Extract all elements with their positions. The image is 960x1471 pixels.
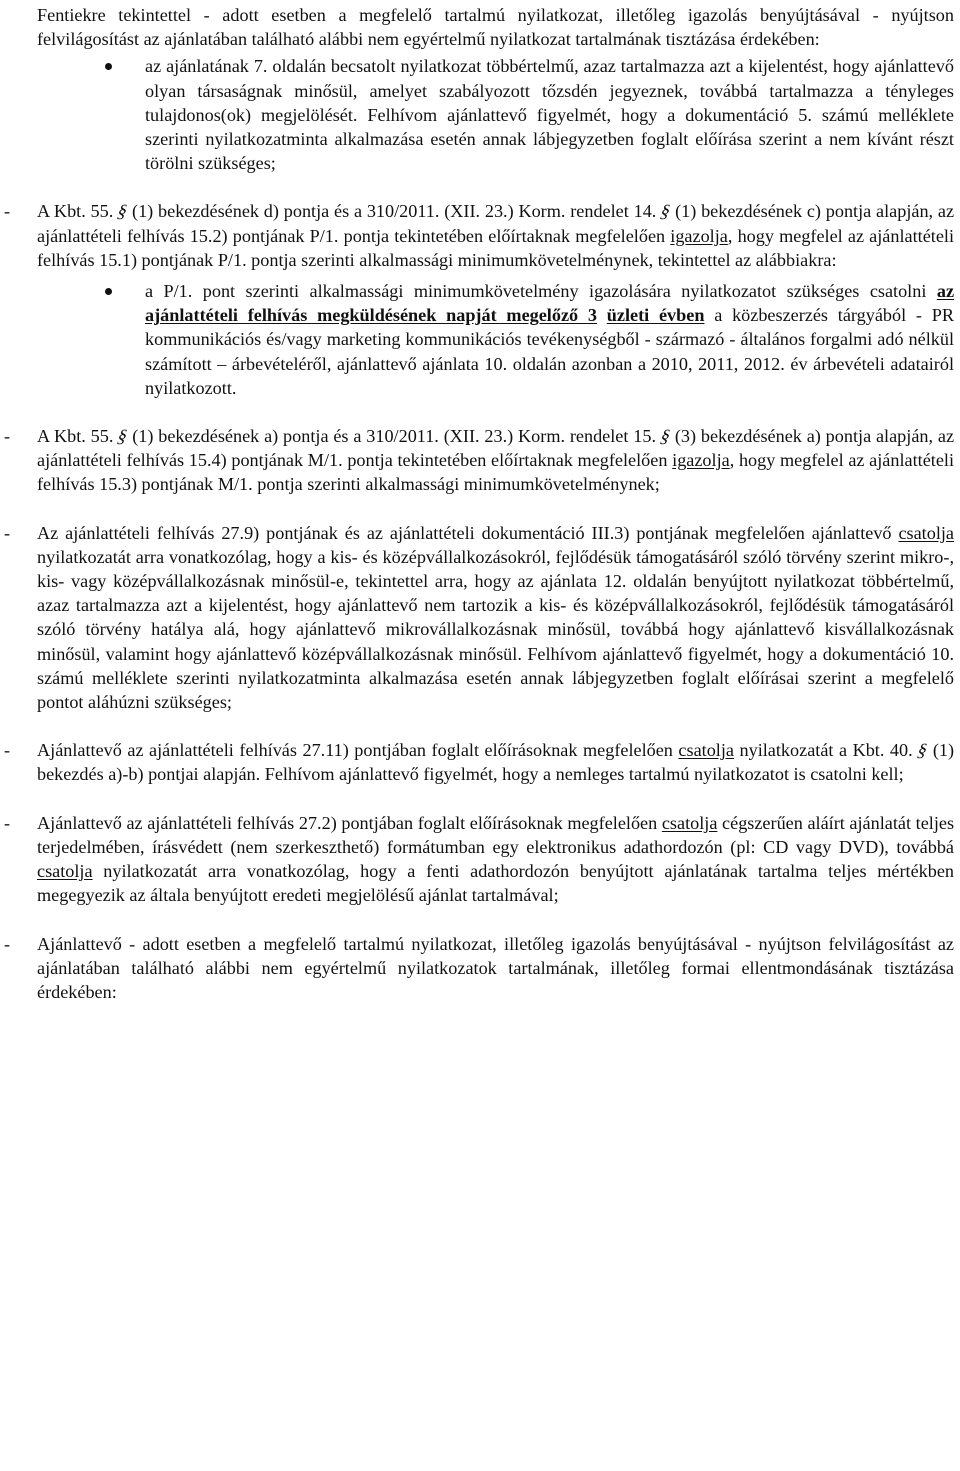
dash-marker: -: [4, 522, 11, 543]
dash-marker: -: [4, 933, 11, 954]
section-sign: §: [657, 426, 674, 447]
item-text: (1) bekezdésének c) pontja alapján, az ajánlattételi felhívás 15.2) pontjának P/1. pontja tekintetében előírtaknak megfelelően: [37, 201, 955, 246]
bullet-text: a P/1. pont szerinti alkalmassági minimumkövetelmény igazolására nyilatkozatot szükséges csatolni: [145, 281, 927, 302]
item-text: Ajánlattevő az ajánlattételi felhívás 27.2) pontjában foglalt előírásoknak megfelelően: [37, 812, 658, 833]
underlined-term: csatolja: [678, 740, 734, 761]
item-text: Az ajánlattételi felhívás 27.9) pontjának és az ajánlattételi dokumentáció III.3) pontjának megfelelően ajánlattevő: [37, 522, 892, 543]
dash-item-2: [4, 424, 955, 497]
dash-marker: -: [4, 812, 11, 833]
underlined-term: csatolja: [898, 522, 955, 543]
bullet-text: a közbeszerzés tárgyából - PR kommunikációs és/vagy marketing kommunikációs tevékenységből - származó - általános forgalmi adó nélkül számított – árbevételéről, ajánlattevő ajánlata 10. oldalán azonban a 2010, 2011, 2012. év árbevételi adatairól nyilatkozott.: [145, 305, 954, 398]
item-text: (1) bekezdés a)-b) pontjai alapján. Felhívom ajánlattevő figyelmét, hogy a nemleges tartalmú nyilatkozatot is csatolni kell;: [37, 740, 955, 785]
item-text: (3) bekezdésének a) pontja alapján, az ajánlattételi felhívás 15.4) pontjának M/1. pontja tekintetében előírtaknak megfelelően: [37, 426, 955, 471]
dash-item-1: [4, 199, 955, 272]
item-text: cégszerűen aláírt ajánlatát teljes terjedelmében, írásvédett (nem szerkeszthető) formátumban egy elektronikus adathordozón (pl: CD vagy DVD), továbbá: [37, 812, 955, 857]
section-sign: §: [657, 201, 674, 222]
intro-paragraph: Fentiekre tekintettel - adott esetben a megfelelő tartalmú nyilatkozat, illetőleg igazolás benyújtásával - nyújtson felvilágosítást az ajánlatában található alábbi nem egyértelmű nyilatkozat tartalmának tisztázása érdekében:: [37, 5, 954, 50]
item-text: nyilatkozatát arra vonatkozólag, hogy a fenti adathordozón benyújtott ajánlatának tartalma teljes mértékben megegyezik az általa benyújtott eredeti megjelölésű ajánlat tartalmával;: [37, 861, 955, 906]
item-text: Ajánlattevő - adott esetben a megfelelő tartalmú nyilatkozat, illetőleg igazolás benyújtásával - nyújtson felvilágosítást az ajánlatában található alábbi nem egyértelmű nyilatkozatok tartalmának, illetőleg formai ellentmondásának tisztázása érdekében:: [37, 933, 954, 1002]
emphasized-term: üzleti évben: [606, 305, 705, 326]
section-sign: §: [114, 201, 131, 222]
dash-item-5: [4, 811, 955, 908]
bullet-icon: [105, 288, 112, 295]
dash-item-4: [4, 738, 955, 786]
item-text: nyilatkozatát arra vonatkozólag, hogy a kis- és középvállalkozásokról, fejlődésük támogatásáról szóló törvény szerint mikro-, kis- vagy középvállalkozásnak minősül-e, tekintettel arra, hogy az ajánlata 12. oldalán benyújtott nyilatkozat többértelmű, azaz tartalmazza azt a kijelentést, hogy ajánlattevő nem tartozik a kis- és középvállalkozásokról, fejlődésük támogatásáról szóló törvény hatálya alá, hogy ajánlattevő mikrovállalkozásnak minősül, továbbá hogy ajánlattevő kisvállalkozásnak minősül, valamint hogy ajánlattevő középvállalkozásnak minősül. Felhívom ajánlattevő figyelmét, hogy a dokumentáció 10. számú melléklete szerinti nyilatkozatminta alkalmazása esetén annak lábjegyzetben foglalt előírásai szerint a megfelelő pontot aláhúzni szükséges;: [37, 546, 954, 713]
bullet-icon: [105, 63, 112, 70]
item-text: (1) bekezdésének d) pontja és a 310/2011. (XII. 23.) Korm. rendelet 14.: [132, 201, 657, 222]
dash-item-6: [4, 932, 954, 1005]
dash-item-3: [4, 521, 955, 715]
section-sign: §: [914, 740, 931, 761]
bullet-item: [37, 54, 954, 175]
emphasized-term: az ajánlattételi felhívás megküldésének napját megelőző 3: [145, 281, 955, 326]
item-text: , hogy megfelel az ajánlattételi felhívás 15.1) pontjának P/1. pontja szerinti alkalmassági minimumkövetelménynek, tekintettel az alábbiakra:: [37, 225, 955, 270]
item-text: A Kbt. 55.: [37, 426, 114, 447]
dash-marker: -: [4, 426, 11, 447]
underlined-term: csatolja: [37, 861, 93, 882]
item-text: (1) bekezdésének a) pontja és a 310/2011. (XII. 23.) Korm. rendelet 15.: [132, 426, 657, 447]
underlined-term: igazolja: [672, 450, 730, 471]
dash-marker: -: [4, 201, 11, 222]
item-text: Ajánlattevő az ajánlattételi felhívás 27.11) pontjában foglalt előírásoknak megfelelően: [37, 740, 673, 761]
item-text: , hogy megfelel az ajánlattételi felhívás 15.3) pontjának M/1. pontja szerinti alkalmassági minimumkövetelménynek;: [37, 450, 955, 495]
dash-marker: -: [4, 740, 11, 761]
section-sign: §: [115, 426, 131, 447]
underlined-term: igazolja: [670, 225, 728, 246]
item-text: nyilatkozatát a Kbt. 40.: [739, 740, 913, 761]
bullet-item: [37, 279, 954, 400]
item-text: A Kbt. 55.: [37, 201, 114, 222]
bullet-text: az ajánlatának 7. oldalán becsatolt nyilatkozat többértelmű, azaz tartalmazza azt a kijelentést, hogy ajánlattevő olyan társaságnak minősül, amelyet szabályozott tőzsdén jegyeznek, továbbá tartalmazza a tényleges tulajdonos(ok) megjelölését. Felhívom ajánlattevő figyelmét, hogy a dokumentáció 5. számú melléklete szerinti nyilatkozatminta alkalmazása esetén annak lábjegyzetben foglalt előírása szerint a nem kívánt részt törölni szükséges;: [145, 56, 954, 174]
underlined-term: csatolja: [661, 812, 718, 833]
